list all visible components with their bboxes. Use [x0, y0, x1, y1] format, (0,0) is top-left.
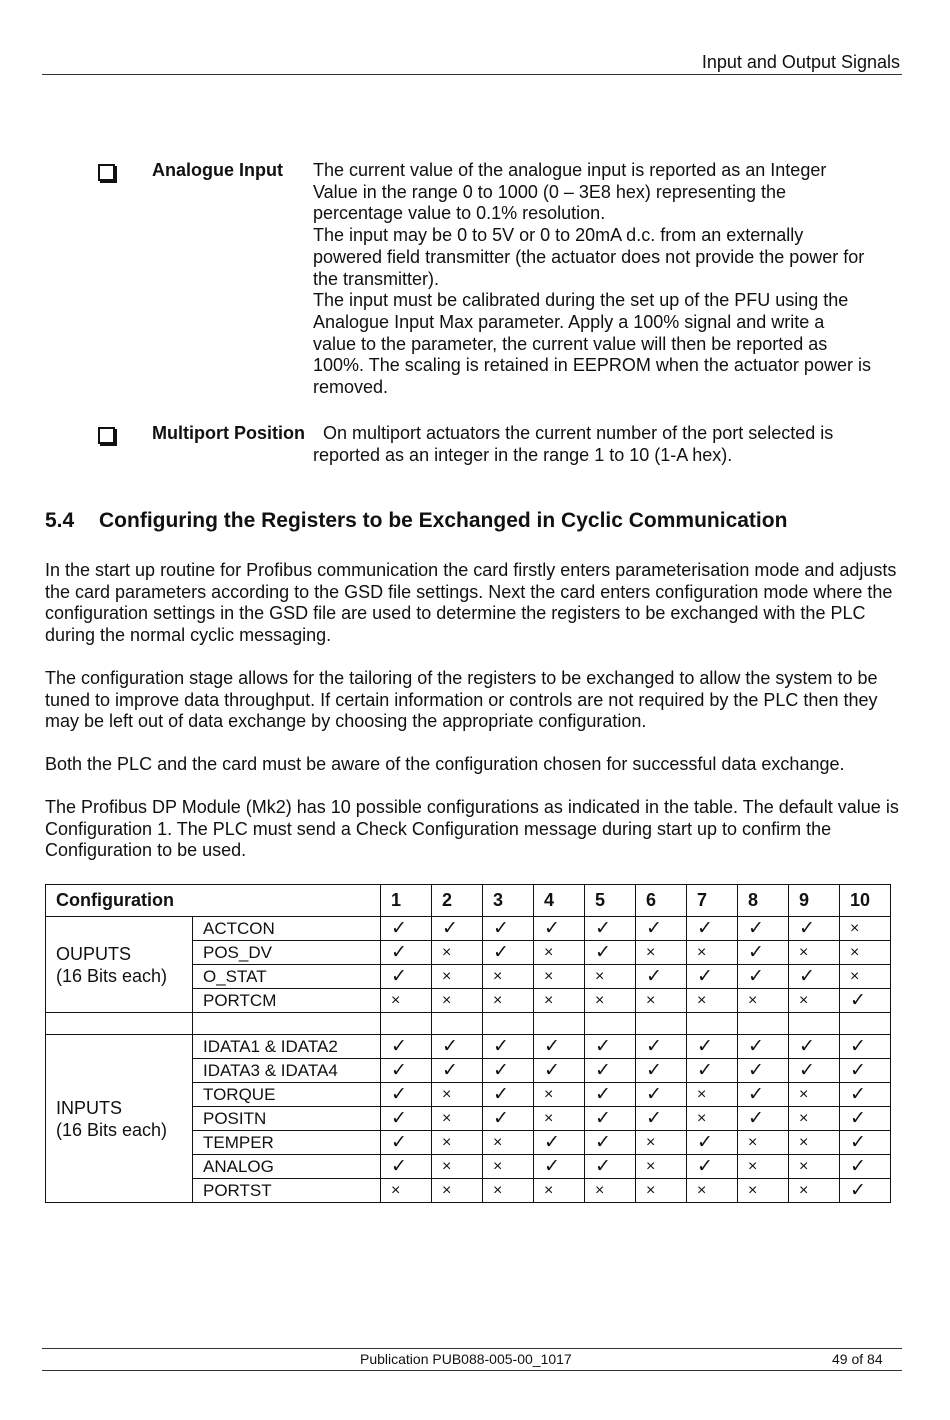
check-mark-icon: ✓: [687, 1035, 738, 1059]
text-line: On multiport actuators the current number of the port selected is: [323, 423, 834, 443]
check-mark-icon: ✓: [585, 1107, 636, 1131]
text-line: removed.: [313, 377, 389, 398]
group-label: [46, 917, 193, 1013]
cross-mark-icon: ×: [789, 1155, 840, 1179]
register-name: PORTST: [193, 1179, 381, 1203]
text-line: value to the parameter, the current value will then be reported as: [313, 333, 828, 354]
check-mark-icon: ✓: [585, 917, 636, 941]
register-name: O_STAT: [193, 965, 381, 989]
bullet-label: Analogue Input: [152, 160, 283, 180]
check-mark-icon: ✓: [636, 1059, 687, 1083]
header-config-column: 3: [483, 885, 534, 917]
cross-mark-icon: ×: [534, 965, 585, 989]
cross-mark-icon: ×: [789, 1179, 840, 1203]
register-name: TORQUE: [193, 1083, 381, 1107]
check-mark-icon: ✓: [687, 1059, 738, 1083]
spacer-cell: [483, 1013, 534, 1035]
check-mark-icon: ✓: [381, 1155, 432, 1179]
check-mark-icon: ✓: [381, 1059, 432, 1083]
check-mark-icon: ✓: [636, 965, 687, 989]
cross-mark-icon: ×: [789, 1107, 840, 1131]
check-mark-icon: ✓: [585, 1131, 636, 1155]
spacer-cell: [687, 1013, 738, 1035]
text-line: The input may be 0 to 5V or 0 to 20mA d.c. from an externally: [313, 225, 804, 246]
cross-mark-icon: ×: [534, 1179, 585, 1203]
register-name: IDATA1 & IDATA2: [193, 1035, 381, 1059]
check-mark-icon: ✓: [585, 1059, 636, 1083]
check-mark-icon: ✓: [789, 965, 840, 989]
section-number: 5.4: [45, 509, 75, 532]
cross-mark-icon: ×: [789, 1131, 840, 1155]
check-mark-icon: ✓: [738, 1107, 789, 1131]
header-configuration: Configuration: [46, 885, 381, 917]
header-rule: [42, 74, 902, 75]
header-config-column: 4: [534, 885, 585, 917]
check-mark-icon: ✓: [840, 1179, 891, 1203]
check-mark-icon: ✓: [738, 965, 789, 989]
check-mark-icon: ✓: [432, 1059, 483, 1083]
register-name: ANALOG: [193, 1155, 381, 1179]
check-mark-icon: ✓: [789, 917, 840, 941]
check-mark-icon: ✓: [432, 1035, 483, 1059]
text-line: reported as an integer in the range 1 to 10 (1-A hex).: [313, 444, 733, 465]
cross-mark-icon: ×: [585, 965, 636, 989]
configuration-table-body: [46, 885, 891, 1203]
check-mark-icon: ✓: [381, 1035, 432, 1059]
cross-mark-icon: ×: [687, 1083, 738, 1107]
spacer-cell: [789, 1013, 840, 1035]
header-config-column: 9: [789, 885, 840, 917]
spacer-cell: [636, 1013, 687, 1035]
cross-mark-icon: ×: [432, 989, 483, 1013]
table-header-row: [46, 885, 891, 917]
cross-mark-icon: ×: [534, 989, 585, 1013]
check-mark-icon: ✓: [381, 941, 432, 965]
text-line: Analogue Input Max parameter. Apply a 100% signal and write a: [313, 311, 825, 332]
cross-mark-icon: ×: [840, 917, 891, 941]
cross-mark-icon: ×: [687, 989, 738, 1013]
header-config-column: 10: [840, 885, 891, 917]
cross-mark-icon: ×: [636, 1179, 687, 1203]
check-mark-icon: ✓: [381, 1107, 432, 1131]
check-mark-icon: ✓: [381, 1083, 432, 1107]
table-row: [46, 1035, 891, 1059]
check-mark-icon: ✓: [585, 1035, 636, 1059]
cross-mark-icon: ×: [534, 1107, 585, 1131]
table-row: [46, 917, 891, 941]
group-label-line: OUPUTS: [56, 943, 132, 964]
check-mark-icon: ✓: [534, 1059, 585, 1083]
cross-mark-icon: ×: [738, 989, 789, 1013]
check-mark-icon: ✓: [738, 917, 789, 941]
check-mark-icon: ✓: [687, 917, 738, 941]
check-mark-icon: ✓: [789, 1059, 840, 1083]
cross-mark-icon: ×: [483, 1131, 534, 1155]
spacer-cell: [585, 1013, 636, 1035]
cross-mark-icon: ×: [483, 965, 534, 989]
spacer-cell: [432, 1013, 483, 1035]
group-label-line: (16 Bits each): [56, 965, 168, 986]
check-mark-icon: ✓: [381, 1131, 432, 1155]
spacer-cell: [46, 1013, 193, 1035]
check-mark-icon: ✓: [636, 917, 687, 941]
running-header: Input and Output Signals: [701, 52, 900, 72]
cross-mark-icon: ×: [432, 965, 483, 989]
cross-mark-icon: ×: [432, 1131, 483, 1155]
bullet-text-multiport-position: [313, 423, 903, 466]
cross-mark-icon: ×: [636, 1155, 687, 1179]
check-mark-icon: ✓: [381, 965, 432, 989]
check-mark-icon: ✓: [483, 1107, 534, 1131]
text-line: Value in the range 0 to 1000 (0 – 3E8 hex) representing the: [313, 181, 786, 202]
paragraph: The configuration stage allows for the tailoring of the registers to be exchanged to allow the system to be tuned to improve data throughput. If certain information or controls are not required by the PLC then they may be left out of data exchange by choosing the appropriate configuration.: [45, 668, 878, 732]
bullet-text-analogue-input: [313, 160, 903, 399]
cross-mark-icon: ×: [432, 1083, 483, 1107]
check-mark-icon: ✓: [789, 1035, 840, 1059]
check-mark-icon: ✓: [483, 1059, 534, 1083]
register-name: PORTCM: [193, 989, 381, 1013]
check-mark-icon: ✓: [687, 1155, 738, 1179]
check-mark-icon: ✓: [738, 1083, 789, 1107]
cross-mark-icon: ×: [432, 941, 483, 965]
header-config-column: 6: [636, 885, 687, 917]
check-mark-icon: ✓: [483, 941, 534, 965]
check-mark-icon: ✓: [534, 1035, 585, 1059]
spacer-cell: [193, 1013, 381, 1035]
register-name: POS_DV: [193, 941, 381, 965]
group-label-line: INPUTS: [56, 1097, 123, 1118]
check-mark-icon: ✓: [585, 1155, 636, 1179]
checkbox-bullet-icon: [98, 427, 115, 444]
check-mark-icon: ✓: [483, 917, 534, 941]
header-config-column: 1: [381, 885, 432, 917]
cross-mark-icon: ×: [483, 1155, 534, 1179]
cross-mark-icon: ×: [534, 941, 585, 965]
check-mark-icon: ✓: [585, 1083, 636, 1107]
paragraph: Both the PLC and the card must be aware of the configuration chosen for successful data exchange.: [45, 754, 845, 774]
cross-mark-icon: ×: [789, 989, 840, 1013]
paragraph: In the start up routine for Profibus communication the card firstly enters parameterisation mode and adjusts the card parameters according to the GSD file settings. Next the card enters configuration mode where the configuration settings in the GSD file are used to determine the registers to be exchanged with the PLC during the normal cyclic messaging.: [45, 560, 897, 646]
register-name: ACTCON: [193, 917, 381, 941]
spacer-cell: [381, 1013, 432, 1035]
text-line: the transmitter).: [313, 268, 440, 289]
check-mark-icon: ✓: [738, 1059, 789, 1083]
check-mark-icon: ✓: [840, 1035, 891, 1059]
text-line: powered field transmitter (the actuator does not provide the power for: [313, 246, 865, 267]
check-mark-icon: ✓: [840, 989, 891, 1013]
check-mark-icon: ✓: [840, 1131, 891, 1155]
cross-mark-icon: ×: [636, 1131, 687, 1155]
header-config-column: 8: [738, 885, 789, 917]
cross-mark-icon: ×: [687, 1179, 738, 1203]
check-mark-icon: ✓: [738, 1035, 789, 1059]
cross-mark-icon: ×: [636, 941, 687, 965]
text-line: 100%. The scaling is retained in EEPROM when the actuator power is: [313, 355, 871, 376]
cross-mark-icon: ×: [381, 1179, 432, 1203]
footer-publication: Publication PUB088-005-00_1017: [360, 1351, 572, 1367]
register-name: IDATA3 & IDATA4: [193, 1059, 381, 1083]
cross-mark-icon: ×: [585, 989, 636, 1013]
bullet-label: Multiport Position: [152, 423, 305, 443]
spacer-cell: [534, 1013, 585, 1035]
cross-mark-icon: ×: [432, 1155, 483, 1179]
cross-mark-icon: ×: [789, 1083, 840, 1107]
header-config-column: 5: [585, 885, 636, 917]
text-line: percentage value to 0.1% resolution.: [313, 203, 606, 224]
header-config-column: 2: [432, 885, 483, 917]
header-config-column: 7: [687, 885, 738, 917]
spacer-cell: [738, 1013, 789, 1035]
check-mark-icon: ✓: [636, 1035, 687, 1059]
register-name: TEMPER: [193, 1131, 381, 1155]
spacer-cell: [840, 1013, 891, 1035]
configuration-table: [45, 884, 891, 1203]
cross-mark-icon: ×: [432, 1179, 483, 1203]
group-label: [46, 1035, 193, 1203]
group-label-line: (16 Bits each): [56, 1119, 168, 1140]
cross-mark-icon: ×: [789, 941, 840, 965]
check-mark-icon: ✓: [738, 941, 789, 965]
check-mark-icon: ✓: [636, 1083, 687, 1107]
section-heading: [45, 509, 787, 533]
check-mark-icon: ✓: [483, 1035, 534, 1059]
check-mark-icon: ✓: [840, 1155, 891, 1179]
checkbox-bullet-icon: [98, 164, 115, 181]
cross-mark-icon: ×: [534, 1083, 585, 1107]
check-mark-icon: ✓: [381, 917, 432, 941]
cross-mark-icon: ×: [687, 1107, 738, 1131]
check-mark-icon: ✓: [840, 1083, 891, 1107]
check-mark-icon: ✓: [534, 917, 585, 941]
cross-mark-icon: ×: [381, 989, 432, 1013]
check-mark-icon: ✓: [636, 1107, 687, 1131]
check-mark-icon: ✓: [687, 1131, 738, 1155]
check-mark-icon: ✓: [840, 1107, 891, 1131]
check-mark-icon: ✓: [687, 965, 738, 989]
footer-rule: [42, 1348, 902, 1349]
check-mark-icon: ✓: [534, 1131, 585, 1155]
check-mark-icon: ✓: [840, 1059, 891, 1083]
cross-mark-icon: ×: [738, 1131, 789, 1155]
register-name: POSITN: [193, 1107, 381, 1131]
cross-mark-icon: ×: [687, 941, 738, 965]
section-title: Configuring the Registers to be Exchanged in Cyclic Communication: [99, 509, 788, 532]
check-mark-icon: ✓: [483, 1083, 534, 1107]
cross-mark-icon: ×: [636, 989, 687, 1013]
cross-mark-icon: ×: [738, 1179, 789, 1203]
table-spacer-row: [46, 1013, 891, 1035]
text-line: The current value of the analogue input is reported as an Integer: [313, 160, 827, 180]
cross-mark-icon: ×: [840, 941, 891, 965]
footer-rule: [42, 1370, 902, 1371]
check-mark-icon: ✓: [432, 917, 483, 941]
cross-mark-icon: ×: [840, 965, 891, 989]
footer-page-number: 49 of 84: [832, 1351, 883, 1367]
check-mark-icon: ✓: [534, 1155, 585, 1179]
cross-mark-icon: ×: [483, 1179, 534, 1203]
check-mark-icon: ✓: [585, 941, 636, 965]
text-line: The input must be calibrated during the set up of the PFU using the: [313, 290, 849, 311]
cross-mark-icon: ×: [432, 1107, 483, 1131]
paragraph: The Profibus DP Module (Mk2) has 10 possible configurations as indicated in the table. The default value is Configuration 1. The PLC must send a Check Configuration message during start up to confirm the Configuration to be used.: [45, 797, 899, 861]
cross-mark-icon: ×: [738, 1155, 789, 1179]
cross-mark-icon: ×: [483, 989, 534, 1013]
cross-mark-icon: ×: [585, 1179, 636, 1203]
